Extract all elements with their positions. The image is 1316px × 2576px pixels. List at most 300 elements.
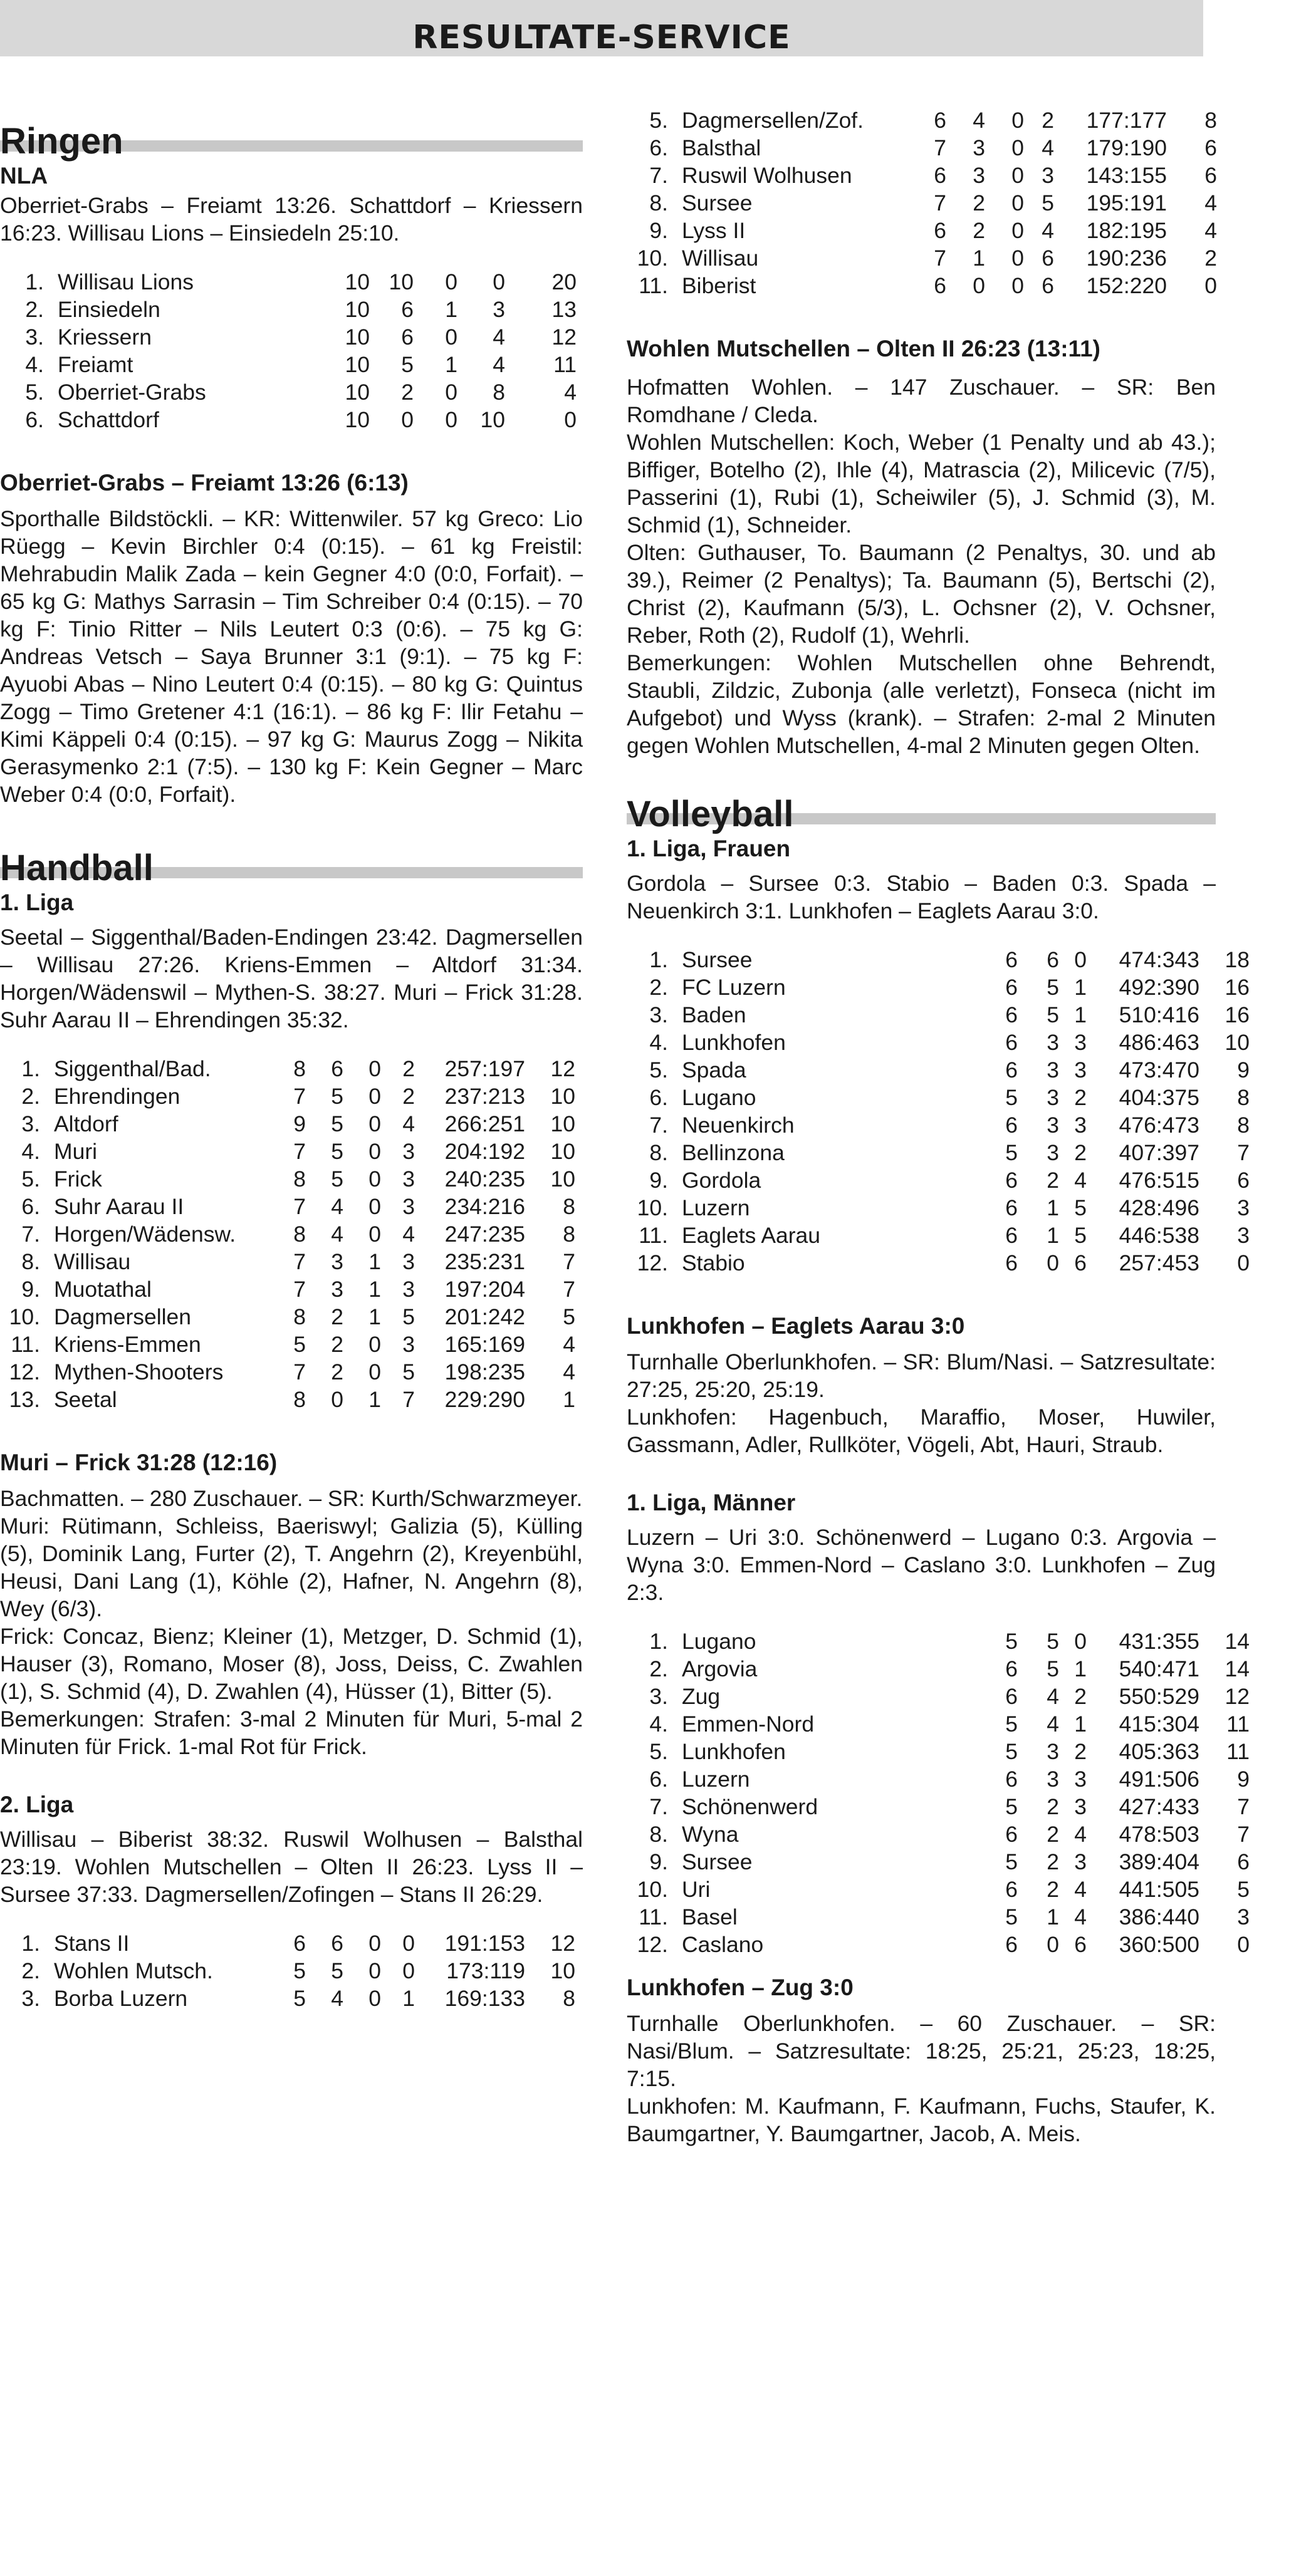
results-text-ringen: Oberriet-Grabs – Freiamt 13:26. Schattdorf – Kriessern 16:23. Willisau Lions – Einsiedeln 25:10. [0,193,583,246]
table-cell: 1 [1074,1711,1087,1737]
league-title-handball-1: 1. Liga [0,890,74,915]
table-cell: 550:529 [1119,1684,1199,1709]
table-cell: 0 [1011,108,1024,133]
table-cell: 0 [368,1111,381,1136]
table-cell: 229:290 [444,1387,525,1412]
table-cell: 1 [1074,1656,1087,1681]
table-cell: 486:463 [1119,1030,1199,1055]
table-cell: 1 [368,1387,381,1412]
table-cell: 5 [1047,1002,1059,1027]
table-cell: 8 [293,1304,306,1329]
table-cell: 8. [649,1822,668,1847]
table-cell: 0 [368,1958,381,1983]
table-row [9,1138,575,1165]
table-cell: 3 [402,1277,415,1302]
table-cell: 0 [973,273,985,298]
table-row [637,1903,1250,1931]
table-row [9,1165,575,1193]
table-cell: 10. [9,1304,40,1329]
table-cell: 235:231 [444,1249,525,1274]
table-cell: 6 [293,1931,306,1956]
table-cell: 7 [1237,1794,1250,1819]
table-cell: 7. [649,1794,668,1819]
table-cell: 0 [368,1931,381,1956]
table-cell: 0 [1011,135,1024,160]
table-row [637,1820,1250,1848]
table-row [637,272,1217,299]
table-row [637,1683,1250,1710]
table-cell: 3 [1074,1113,1087,1138]
table-cell: 0 [1237,1932,1250,1957]
table-cell: 3 [1047,1085,1059,1110]
table-row [637,1029,1250,1056]
table-cell: 4 [402,1222,415,1247]
table-cell: 6 [934,218,946,243]
table-cell: 4. [21,1139,40,1164]
table-row [637,1166,1250,1194]
table-cell: 5 [563,1304,575,1329]
table-cell: 7. [21,1222,40,1247]
table-row [9,1386,575,1413]
table-cell: 11 [1226,1711,1250,1737]
table-cell: 173:119 [446,1958,525,1983]
table-cell: 407:397 [1119,1140,1199,1165]
table-cell: 5. [649,108,668,133]
table-cell: 360:500 [1119,1932,1199,1957]
table-cell: 12 [550,1056,575,1081]
table-cell: 0 [1074,947,1087,972]
team-name: Kriessern [58,325,152,350]
table-cell: 3. [21,1111,40,1136]
table-row [13,323,577,351]
table-cell: 3 [1237,1904,1250,1929]
team-name: Siggenthal/Bad. [54,1056,211,1081]
team-name: Muri [54,1139,98,1164]
table-cell: 0 [368,1986,381,2011]
table-cell: 2 [973,218,985,243]
table-cell: 197:204 [444,1277,525,1302]
table-cell: 3 [973,163,985,188]
team-name: Lugano [682,1085,756,1110]
table-cell: 5. [25,380,44,405]
table-cell: 16 [1225,975,1250,1000]
table-cell: 12. [637,1250,668,1275]
table-cell: 6 [331,1931,343,1956]
table-cell: 4 [1204,218,1217,243]
team-name: Argovia [682,1656,758,1681]
team-name: Balsthal [682,135,761,160]
table-cell: 6 [331,1056,343,1081]
report-venue-handball-2: Hofmatten Wohlen. – 147 Zuschauer. – SR: Ben Romdhane / Cleda. [627,375,1216,427]
table-cell: 8. [649,1140,668,1165]
table-cell: 3 [493,297,505,322]
section-ringen [0,123,583,160]
table-cell: 165:169 [444,1332,525,1357]
table-row [637,1710,1250,1738]
table-cell: 5 [293,1958,306,1983]
table-cell: 3. [649,1002,668,1027]
table-cell: 2. [649,975,668,1000]
table-cell: 18 [1225,947,1250,972]
table-cell: 6 [1237,1849,1250,1874]
table-cell: 152:220 [1086,273,1167,298]
table-cell: 6 [1005,975,1018,1000]
table-cell: 4 [563,1332,575,1357]
report-text-ringen: Sporthalle Bildstöckli. – KR: Wittenwiler. 57 kg Greco: Lio Rüegg – Kevin Birchler 0:4 (0:15). – 61 kg Freistil: Mehrabudin Malik Zada – kein Gegner 4:0 (0:0, Forfait). – 65 kg G: Mathys Sarrasin – Tim Schreiber 0:4 (0:15). – 70 kg F: Tinio Ritter – Nils Leutert 0:3 (0:6). – 75 kg G: Andreas Vetsch – Saya Brunner 3:1 (9:1). – 75 kg F: Ayuobi Abas – Nino Leutert 0:4 (0:15). – 80 kg G: Quintus Zogg – Timo Gretener 4:1 (16:1). – 86 kg F: Ilir Fetahu – Kimi Käppeli 0:4 (0:15). – 97 kg G: Maurus Zogg – Nikita Gerasymenko 2:1 (7:5). – 130 kg F: Kein Gegner – Marc Weber 0:4 (0:0, Forfait). [0,506,583,807]
table-cell: 169:133 [444,1986,525,2011]
table-row [637,1848,1250,1876]
table-cell: 0 [1047,1250,1059,1275]
team-name: Zug [682,1684,721,1709]
table-cell: 12 [1225,1684,1250,1709]
table-cell: 10. [637,1877,668,1902]
table-cell: 3 [402,1166,415,1192]
table-cell: 3. [649,1684,668,1709]
section-title-volleyball: Volleyball [627,796,1203,833]
table-cell: 8. [649,190,668,216]
table-cell: 492:390 [1119,975,1199,1000]
table-cell: 6 [1005,1002,1018,1027]
table-cell: 6 [934,163,946,188]
table-cell: 143:155 [1086,163,1167,188]
team-name: Luzern [682,1767,750,1792]
table-cell: 5 [331,1111,343,1136]
table-cell: 3 [402,1194,415,1219]
table-cell: 10. [637,246,668,271]
table-cell: 5 [1047,1656,1059,1681]
standings-volley-frauen [637,946,1250,1277]
table-cell: 3 [1047,1140,1059,1165]
table-row [13,268,577,296]
team-name: Oberriet-Grabs [58,380,206,405]
report-team-olten: Olten: Guthauser, To. Baumann (2 Penaltys, 30. und ab 39.), Reimer (2 Penaltys); Ta. Baumann (5), Bertschi (2), Christ (2), Kaufmann (5/3), L. Ochsner (2), V. Ochsner, Reber, Roth (2), Rudolf (1), Wehrli. [627,540,1216,648]
team-name: Wohlen Mutsch. [54,1958,213,1983]
table-cell: 6 [1005,1932,1018,1957]
table-cell: 6. [21,1194,40,1219]
table-cell: 3 [1074,1057,1087,1083]
table-cell: 0 [402,1958,415,1983]
table-row [13,351,577,378]
team-name: Altdorf [54,1111,118,1136]
league-title-nla: NLA [0,163,48,189]
table-cell: 3 [1237,1223,1250,1248]
table-cell: 8. [21,1249,40,1274]
table-cell: 10 [550,1139,575,1164]
table-cell: 5 [1005,1085,1018,1110]
table-cell: 4 [1074,1822,1087,1847]
table-cell: 2 [1074,1140,1087,1165]
table-cell: 7 [1237,1822,1250,1847]
table-cell: 4 [973,108,985,133]
results-text-volley-frauen: Gordola – Sursee 0:3. Stabio – Baden 0:3. Spada – Neuenkirch 3:1. Lunkhofen – Eaglets Aarau 3:0. [627,871,1216,923]
table-cell: 0 [1047,1932,1059,1957]
table-cell: 2 [1047,1168,1059,1193]
table-cell: 9 [1237,1767,1250,1792]
table-cell: 13. [9,1387,40,1412]
table-cell: 10 [550,1111,575,1136]
table-cell: 2. [25,297,44,322]
section-title-handball: Handball [0,849,583,887]
table-cell: 478:503 [1119,1822,1199,1847]
table-cell: 6 [1005,1822,1018,1847]
table-cell: 3 [402,1332,415,1357]
table-cell: 3 [331,1277,343,1302]
table-row [637,1655,1250,1683]
table-cell: 3 [1074,1767,1087,1792]
table-cell: 2 [973,190,985,216]
league-title-volley-frauen: 1. Liga, Frauen [627,836,791,861]
table-cell: 4 [1074,1877,1087,1902]
table-cell: 2 [331,1332,343,1357]
report-team-lunkhofen-frauen: Lunkhofen: Hagenbuch, Maraffio, Moser, Huwiler, Gassmann, Adler, Rullköter, Vögeli, Abt, Hauri, Straub. [627,1405,1216,1457]
team-name: Willisau [54,1249,131,1274]
table-cell: 5 [402,1359,415,1384]
table-cell: 0 [1204,273,1217,298]
table-cell: 234:216 [444,1194,525,1219]
table-cell: 4 [563,1359,575,1384]
report-title-ringen: Oberriet-Grabs – Freiamt 13:26 (6:13) [0,470,409,496]
table-row [637,134,1217,162]
table-cell: 1 [1047,1223,1059,1248]
table-cell: 0 [368,1222,381,1247]
table-cell: 10 [389,269,414,294]
standings-handball-2-part1 [9,1929,575,2012]
results-text-handball-1: Seetal – Siggenthal/Baden-Endingen 23:42. Dagmersellen – Willisau 27:26. Kriens-Emmen – Altdorf 31:34. Horgen/Wädenswil – Mythen-S. 38:27. Muri – Frick 31:28. Suhr Aarau II – Ehrendingen 35:32. [0,925,583,1032]
table-cell: 1. [649,947,668,972]
table-cell: 2 [1042,108,1054,133]
table-cell: 5 [1005,1629,1018,1654]
table-cell: 6 [1005,1250,1018,1275]
table-cell: 473:470 [1119,1057,1199,1083]
table-cell: 10 [345,352,370,377]
table-cell: 3 [973,135,985,160]
table-row [13,406,577,434]
table-cell: 11. [11,1332,40,1357]
table-cell: 4 [1042,218,1054,243]
report-venue-volley-maenner: Turnhalle Oberlunkhofen. – 60 Zuschauer. – SR: Nasi/Blum. – Satzresultate: 18:25, 25:21, 25:23, 18:25, 7:15. [627,2011,1216,2091]
page-title: RESULTATE-SERVICE [412,19,791,56]
table-cell: 491:506 [1119,1767,1199,1792]
table-row [9,1110,575,1138]
table-cell: 4 [331,1222,343,1247]
report-team-muri: Muri: Rütimann, Schleiss, Baeriswyl; Galizia (5), Külling (5), Dominik Lang, Furter (2), T. Angehrn (2), Kreyenbühl, Heusi, Dani Lang (1), Köhle (2), Hafner, N. Angehrn (8), Wey (6/3). [0,1514,583,1621]
team-name: Seetal [54,1387,117,1412]
table-cell: 5 [331,1958,343,1983]
table-cell: 0 [368,1166,381,1192]
team-name: Sursee [682,190,753,216]
team-name: Gordola [682,1168,761,1193]
table-cell: 7 [934,135,946,160]
table-cell: 179:190 [1086,135,1167,160]
table-cell: 9. [21,1277,40,1302]
table-cell: 1 [445,352,457,377]
table-cell: 7 [293,1194,306,1219]
table-cell: 6 [1237,1168,1250,1193]
table-cell: 0 [1011,246,1024,271]
left-column [0,113,583,2012]
table-cell: 2 [402,1056,415,1081]
table-cell: 8 [293,1222,306,1247]
table-cell: 13 [551,297,577,322]
table-cell: 201:242 [444,1304,525,1329]
right-column [627,106,1250,2148]
standings-volley-maenner [637,1628,1250,1958]
table-cell: 5 [331,1139,343,1164]
team-name: Einsiedeln [58,297,160,322]
table-cell: 476:515 [1119,1168,1199,1193]
table-cell: 195:191 [1086,190,1167,216]
table-cell: 7 [934,246,946,271]
table-cell: 1 [1047,1195,1059,1220]
table-cell: 1. [649,1629,668,1654]
table-cell: 6 [1005,1877,1018,1902]
table-row [637,1001,1250,1029]
table-cell: 10 [345,297,370,322]
table-cell: 6 [401,297,414,322]
table-row [13,296,577,323]
table-cell: 6 [1042,246,1054,271]
team-name: Lyss II [682,218,746,243]
table-cell: 7 [293,1139,306,1164]
table-cell: 2. [21,1958,40,1983]
table-cell: 5. [21,1166,40,1192]
table-row [637,974,1250,1001]
table-cell: 3 [1047,1030,1059,1055]
table-cell: 7 [293,1359,306,1384]
table-cell: 474:343 [1119,947,1199,972]
table-cell: 0 [368,1359,381,1384]
table-cell: 247:235 [444,1222,525,1247]
page-header [0,0,1203,56]
table-cell: 8 [293,1166,306,1192]
table-cell: 2 [1047,1877,1059,1902]
team-name: Bellinzona [682,1140,785,1165]
table-cell: 5 [1047,1629,1059,1654]
table-cell: 0 [445,407,457,432]
table-cell: 1 [368,1277,381,1302]
table-cell: 1. [21,1056,40,1081]
team-name: Muotathal [54,1277,152,1302]
table-cell: 0 [368,1084,381,1109]
table-cell: 5 [293,1986,306,2011]
table-row [637,1931,1250,1958]
table-cell: 5 [1005,1140,1018,1165]
table-cell: 2. [21,1084,40,1109]
table-cell: 10 [550,1958,575,1983]
table-cell: 6 [1005,1113,1018,1138]
table-cell: 3 [1042,163,1054,188]
table-cell: 2 [401,380,414,405]
section-volleyball [627,796,1203,833]
results-text-handball-2: Willisau – Biberist 38:32. Ruswil Wolhusen – Balsthal 23:19. Wohlen Mutschellen – Olten II 26:23. Lyss II – Sursee 37:33. Dagmersellen/Zofingen – Stans II 26:29. [0,1827,583,1907]
team-name: Stans II [54,1931,130,1956]
table-cell: 2 [1047,1794,1059,1819]
table-cell: 476:473 [1119,1113,1199,1138]
table-cell: 1 [973,246,985,271]
table-cell: 14 [1225,1629,1250,1654]
table-cell: 191:153 [444,1931,525,1956]
table-cell: 3 [1074,1849,1087,1874]
table-cell: 6 [1005,1767,1018,1792]
table-row [9,1985,575,2012]
table-cell: 0 [493,269,505,294]
table-cell: 3. [21,1986,40,2011]
table-cell: 415:304 [1119,1711,1199,1737]
table-cell: 7. [649,163,668,188]
table-row [637,1793,1250,1820]
team-name: FC Luzern [682,975,786,1000]
standings-handball-2-part2 [637,106,1217,299]
table-cell: 5. [649,1739,668,1764]
table-cell: 6 [1005,1656,1018,1681]
table-cell: 3 [331,1249,343,1274]
table-cell: 3 [1074,1030,1087,1055]
table-row [637,106,1217,134]
team-name: Wyna [682,1822,739,1847]
team-name: Dagmersellen [54,1304,192,1329]
table-cell: 3 [402,1139,415,1164]
table-cell: 0 [331,1387,343,1412]
table-cell: 4 [493,325,505,350]
table-cell: 190:236 [1086,246,1167,271]
report-title-volley-maenner: Lunkhofen – Zug 3:0 [627,1975,854,2000]
table-cell: 1. [21,1931,40,1956]
table-cell: 6 [1074,1250,1087,1275]
table-cell: 5 [1005,1794,1018,1819]
table-cell: 1 [563,1387,575,1412]
table-cell: 2 [1047,1849,1059,1874]
table-cell: 4 [493,352,505,377]
table-cell: 428:496 [1119,1195,1199,1220]
table-cell: 12. [9,1359,40,1384]
table-cell: 3 [1047,1057,1059,1083]
table-row [637,162,1217,189]
table-cell: 5 [1005,1849,1018,1874]
table-row [637,1765,1250,1793]
table-cell: 6 [1005,1030,1018,1055]
table-row [9,1055,575,1083]
table-cell: 510:416 [1119,1002,1199,1027]
team-name: Neuenkirch [682,1113,795,1138]
table-row [637,217,1217,244]
table-cell: 11. [639,1904,668,1929]
table-row [9,1303,575,1331]
table-row [637,1249,1250,1277]
table-cell: 6 [401,325,414,350]
table-cell: 11 [553,352,577,377]
table-cell: 9. [649,1168,668,1193]
table-cell: 0 [1237,1250,1250,1275]
table-cell: 4. [25,352,44,377]
table-cell: 10. [637,1195,668,1220]
league-title-handball-2: 2. Liga [0,1792,74,1817]
table-cell: 237:213 [444,1084,525,1109]
table-cell: 182:195 [1086,218,1167,243]
team-name: Lunkhofen [682,1739,786,1764]
table-cell: 6 [1204,135,1217,160]
table-cell: 0 [401,407,414,432]
table-cell: 0 [368,1139,381,1164]
table-cell: 5 [1074,1195,1087,1220]
team-name: Caslano [682,1932,764,1957]
table-cell: 1. [25,269,44,294]
table-row [13,378,577,406]
table-cell: 0 [564,407,577,432]
table-cell: 6. [25,407,44,432]
table-cell: 5 [293,1332,306,1357]
team-name: Frick [54,1166,102,1192]
table-cell: 4 [1047,1711,1059,1737]
